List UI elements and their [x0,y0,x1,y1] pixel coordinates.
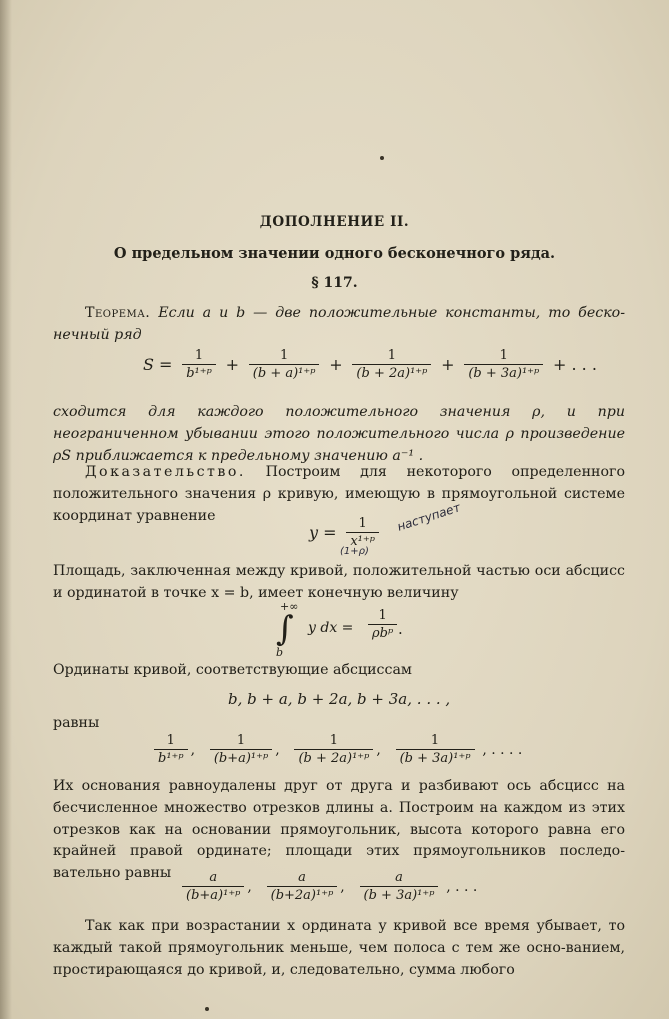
theorem-statement [53,303,625,347]
ordinate-term [210,733,272,766]
ordinate-term [294,733,373,766]
print-speck [205,1007,209,1011]
area-denominator: (b+2a)¹⁺ᵖ [267,886,338,903]
series-term [249,348,320,381]
series-term-denominator: (b + a)¹⁺ᵖ [249,364,320,381]
series-term-numerator: 1 [194,348,204,363]
series-term-denominator: (b + 2a)¹⁺ᵖ [352,364,431,381]
appendix-subtitle: О предельном значении одного бесконечного ряда. [113,245,556,262]
series-term-denominator: b¹⁺ᵖ [182,364,216,381]
series-term [182,348,216,381]
series-term [464,348,543,381]
integral-result [368,608,397,641]
ordinate-denominator: (b + 3a)¹⁺ᵖ [396,749,475,766]
proof-label: Доказательство. [85,464,246,480]
section-number: § 117. [311,275,358,291]
series-term-numerator: 1 [499,348,508,363]
curve-fraction [346,516,379,549]
area-numerator: a [298,870,306,885]
proof-ordinates-text: Ординаты кривой, соответствующие абсциссам [53,662,412,678]
ordinate-term [396,733,475,766]
ordinate-tail: , . . . . [482,741,523,758]
area-numerator: a [209,870,218,885]
handwritten-annotation: (1+ρ) [340,546,369,557]
abscissa-list: b, b + a, b + 2a, b + 3a, . . . , [228,690,451,708]
integral-result-numerator: 1 [378,608,387,623]
proof-text: Построим для некоторого определенного положительного значения ρ кривую, имеющую в прямоугольной системе координат уравнение [53,464,625,524]
integral-integrand: y dx = [308,620,354,636]
theorem-text: Если a и b — две положительные константы, то беско-нечный ряд [53,305,625,343]
area-list: $\frac{a}{\text{(b+a)¹⁺ᵖ}}$ , $\frac{a}{\text{(b+2a)¹⁺ᵖ}}$ , $\frac{a}{\text{(b + 3a)¹⁺ᵖ}}$ , . . . [180,870,485,903]
series-tail: + . . . [553,355,597,374]
area-denominator: (b + 3a)¹⁺ᵖ [360,886,439,903]
curve-equation [306,516,381,549]
ordinate-list: $\frac{1}{\text{b¹⁺ᵖ}}$ , $\frac{1}{\text{(b+a)¹⁺ᵖ}}$ , $\frac{1}{\text{(b + 2a)¹⁺ᵖ}}$ , $\frac{1}{\text{(b + 3a)¹⁺ᵖ}}$ , . . . . [152,733,530,766]
series-formula: S = $\frac{1}{\text{b¹⁺ᵖ}}$ + $\frac{1}{\text{(b + a)¹⁺ᵖ}}$ + $\frac{1}{\text{(b + 2a)¹⁺ᵖ}}$ + $\frac{1}{\text{(b + 3a)¹⁺ᵖ}}$ + . . . [143,348,597,381]
integral-upper-limit: +∞ [280,600,299,613]
integral-result-denominator: ρbᵖ [368,624,397,641]
integral-period: . [398,620,403,638]
series-term-numerator: 1 [387,348,397,363]
proof-area-text: Площадь, заключенная между кривой, положительной частью оси абсцисс и ординатой в точке x = b, имеет конечную величину [53,563,625,601]
ordinate-denominator: b¹⁺ᵖ [154,749,188,766]
page-edge-shadow [0,0,12,1019]
theorem-label: Теорема. [85,305,151,321]
curve-lhs: y = [309,523,337,542]
theorem-conclusion: сходится для каждого положительного значения ρ, и при неограниченном убывании этого положительного числа ρ произведение ρS приближается к предельному значению a⁻¹ . [53,404,625,464]
ordinate-numerator: 1 [236,733,246,748]
series-lhs: S = [143,355,173,374]
proof-comparison-text: Так как при возрастании x ордината y кривой все время убывает, то каждый такой прямоугольник меньше, чем полоса с тем же осно-ванием, простирающаяся до кривой, и, следовательно, сумма любого [53,918,625,978]
ordinate-numerator: 1 [166,733,175,748]
area-term [182,870,244,903]
integral-lower-limit: b [276,646,284,659]
appendix-title: ДОПОЛНЕНИЕ II. [259,214,410,230]
print-speck [380,156,384,160]
ordinate-numerator: 1 [430,733,440,748]
curve-denominator: x¹⁺ᵖ [346,532,379,549]
proof-equal-text: равны [53,715,100,731]
series-term-numerator: 1 [279,348,289,363]
ordinate-denominator: (b + 2a)¹⁺ᵖ [294,749,373,766]
ordinate-denominator: (b+a)¹⁺ᵖ [210,749,272,766]
area-numerator: a [395,870,403,885]
ordinate-term [154,733,188,766]
series-term-denominator: (b + 3a)¹⁺ᵖ [464,364,543,381]
area-denominator: (b+a)¹⁺ᵖ [182,886,244,903]
area-tail: , . . . [446,878,478,895]
handwritten-note: наступает [395,500,463,534]
area-term [267,870,338,903]
curve-numerator: 1 [358,516,367,531]
ordinate-numerator: 1 [329,733,339,748]
proof-rectangles-text: Их основания равноудалены друг от друга и разбивают ось абсцисс на бесчисленное множество отрезков длины a. Построим на каждом из этих отрезков как на основании прямоугольник, высота которого равна его крайней правой ординате; площади этих прямоугольников последо-вательно равны [53,778,625,882]
series-term [352,348,431,381]
integral-sign: ∫ [276,609,294,649]
area-term [360,870,439,903]
